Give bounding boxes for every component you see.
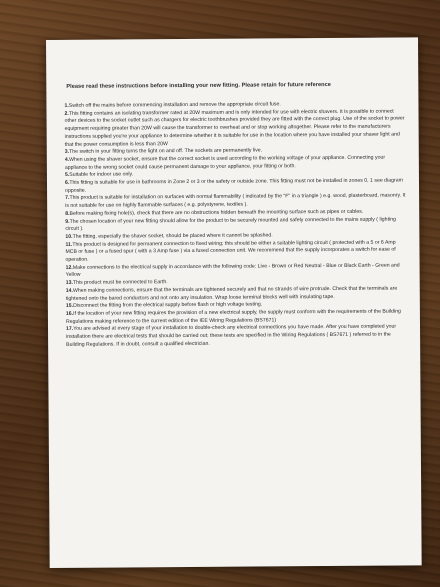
instruction-2 (64, 108, 406, 149)
instruction-text: This product is designed for permanent connection to fixed wiring; this should be either a suitable lighting circuit ( protected with a 5 or 6 Amp MCB or fuse ) or a fused spur ( with a 3 Amp fuse ) via a fused connection unit. We recommend that the supply incorporates a switch for ease of operation. (65, 239, 396, 263)
instruction-text: Disconnect the fitting from the electrical supply before flash or high voltage testing. (73, 301, 263, 310)
instruction-number: 1. (64, 102, 69, 109)
instruction-text: This product is suitable for installation on surfaces with normal flammability ( indicated by the "F" in a triangle ) e.g. wood, plasterboard, masonry. It is not suitable for use on highly flammable surfaces ( e.g. polystyrene, textiles ). (65, 192, 406, 210)
instruction-number: 5. (64, 172, 70, 179)
instruction-number: 15. (65, 303, 74, 310)
instruction-text: When making connections, ensure that the terminals are tightened securely and that no strands of wire protrude. Check that the terminals are tightened onto the bared conductors and not onto any insulation. Wrap loose terminal blocks well with insulating tape. (65, 285, 398, 302)
instruction-text: The fitting, especially the shaver socket, should be placed where it cannot be splashed. (72, 232, 273, 240)
instruction-number: 3. (64, 149, 70, 156)
instruction-number: 8. (65, 210, 70, 217)
instruction-number: 13. (65, 279, 73, 287)
instruction-text: You are advised at every stage of your installation to double-check any electrical connections you have made. After you have completed your installation there are electrical tests that should be carried out; these tests are specified in the Wiring Regulations ( BS7671 ) referred to in the Building Regulations. If in doubt, consult a qualified electrician. (66, 323, 397, 348)
instruction-number: 10. (65, 233, 73, 240)
instructions-list (64, 100, 408, 349)
instruction-text: Switch off the mains before commencing installation and remove the appropriate circuit fuse. (68, 101, 281, 109)
instruction-number: 6. (64, 179, 70, 186)
instruction-sheet (46, 37, 422, 568)
instruction-number: 4. (64, 156, 70, 163)
instruction-number: 12. (65, 264, 73, 271)
instruction-text: Suitable for indoor use only. (69, 171, 134, 179)
instruction-17 (66, 324, 408, 349)
instruction-text: The chosen location of your new fitting should allow for the product to be securely mounted and safely connected to the mains supply ( lighting circuit ). (65, 216, 396, 233)
instruction-text: Before making fixing hole(s), check that there are no obstructions hidden beneath the mounting surface such as pipes or cables. (69, 208, 364, 217)
instruction-number: 7. (65, 195, 70, 202)
instruction-text: When using the shaver socket, ensure that the correct socket is used according to the working voltage of your appliance. Connecting your appliance to the wrong socket could cause permanent damage to your appliance, your fitting or both. (64, 154, 386, 171)
instruction-number: 11. (65, 241, 73, 248)
instruction-number: 9. (65, 218, 70, 225)
instruction-number: 14. (65, 287, 73, 294)
instruction-text: If the location of your new fitting requires the provision of a new electrical supply, the supply must conform with the requirements of the Building Regulations making reference to the current edition of the IEE Wiring Regulations (BS7671) (65, 308, 401, 325)
document-title: Please read these instructions before installing your new fitting. Please retain for future reference (66, 82, 331, 90)
instruction-text: This fitting is suitable for use in bathrooms in Zone 2 or 3 or the safety or outside zone. This fitting must not be installed in zones 0, 1 see diagram opposite. (65, 177, 403, 194)
instruction-text: Make connections to the electrical supply in accordance with the following code: Live - Brown or Red Neutral - Blue or Black Earth - Green and Yellow (65, 262, 400, 279)
instruction-11 (65, 239, 407, 264)
instruction-number: 16. (65, 310, 74, 317)
instruction-number: 2. (64, 110, 69, 117)
instruction-number: 17. (65, 326, 74, 333)
instruction-text: This product must be connected to Earth. (72, 279, 168, 286)
instruction-text: This fitting contains an isolating transformer rated at 20W maximum and is only intended for use with electric shavers. It is possible to connect other devices to the socket outlet such as chargers for electric toothbrushes provided they are fitted with the correct plug. Use of the socket to power equipment requiring greater than 20W will cause the transformer to overheat and or stop working altogether. Please refer to the manufacturers instructions supplied you're your appliance to determine whether it is suitable for use in the location where you have installed your shaver light and that the power consumption is less than 20W (64, 108, 405, 148)
instruction-text: The switch in your fitting turns the light on and off. The sockets are permanently live. (69, 147, 263, 156)
